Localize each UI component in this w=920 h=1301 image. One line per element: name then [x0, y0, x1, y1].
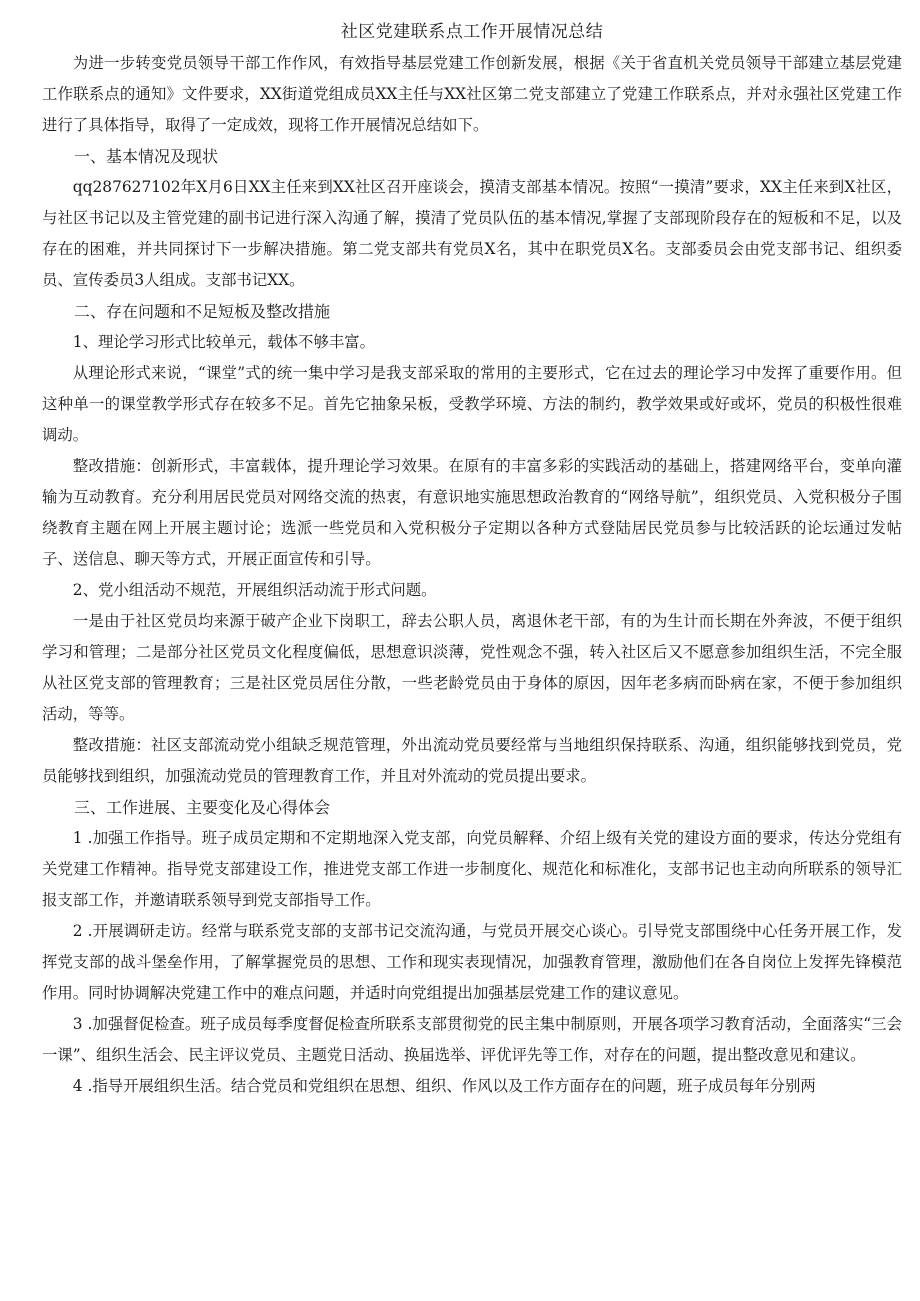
document-title: 社区党建联系点工作开展情况总结: [340, 22, 604, 42]
section-3-paragraph-2: 2 .开展调研走访。经常与联系党支部的支部书记交流沟通，与党员开展交心谈心。引导党支部围绕中心任务开展工作，发挥党支部的战斗堡垒作用，了解掌握党员的思想、工作和现实表现情况，加强教育管理，激励他们在各自岗位上发挥先锋模范作用。同时协调解决党建工作中的难点问题，并适时向党组提出加强基层党建工作的建议意见。: [42, 922, 902, 1002]
section-2-item-1-body: 从理论形式来说，“课堂”式的统一集中学习是我支部采取的常用的主要形式，它在过去的理论学习中发挥了重要作用。但这种单一的课堂教学形式存在较多不足。首先它抽象呆板，受教学环境、方法的制约，教学效果或好或坏，党员的积极性很难调动。: [42, 364, 902, 444]
document-page: [42, 18, 902, 1102]
section-1-body: qq287627102年X月6日XX主任来到XX社区召开座谈会，摸清支部基本情况。按照“一摸清”要求，XX主任来到X社区，与社区书记以及主管党建的副书记进行深入沟通了解，摸清了党员队伍的基本情况,掌握了支部现阶段存在的短板和不足，以及存在的困难，并共同探讨下一步解决措施。第二党支部共有党员X名，其中在职党员X名。支部委员会由党支部书记、组织委员、宣传委员3人组成。支部书记XX。: [42, 178, 902, 289]
section-3-paragraph-3: 3 .加强督促检查。班子成员每季度督促检查所联系支部贯彻党的民主集中制原则，开展各项学习教育活动，全面落实“三会一课”、组织生活会、民主评议党员、主题党日活动、换届选举、评优评先等工作，对存在的问题，提出整改意见和建议。: [42, 1015, 902, 1064]
section-2-item-2-fix: 整改措施：社区支部流动党小组缺乏规范管理，外出流动党员要经常与当地组织保持联系、沟通，组织能够找到党员，党员能够找到组织，加强流动党员的管理教育工作，并且对外流动的党员提出要求。: [42, 736, 902, 785]
section-2-heading: 二、存在问题和不足短板及整改措施: [74, 302, 331, 321]
section-2-item-2-body: 一是由于社区党员均来源于破产企业下岗职工，辞去公职人员，离退休老干部，有的为生计而长期在外奔波，不便于组织学习和管理；二是部分社区党员文化程度偏低，思想意识淡薄，党性观念不强，转入社区后又不愿意参加组织生活，不完全服从社区党支部的管理教育；三是社区党员居住分散，一些老龄党员由于身体的原因，因年老多病而卧病在家，不便于参加组织活动，等等。: [42, 612, 902, 723]
section-3-heading: 三、工作进展、主要变化及心得体会: [74, 798, 331, 817]
section-3-paragraph-4: 4 .指导开展组织生活。结合党员和党组织在思想、组织、作风以及工作方面存在的问题，班子成员每年分别两: [72, 1077, 816, 1095]
section-2-item-1-fix: 整改措施：创新形式，丰富载体，提升理论学习效果。在原有的丰富多彩的实践活动的基础上，搭建网络平台，变单向灌输为互动教育。充分利用居民党员对网络交流的热衷，有意识地实施思想政治教育的“网络导航”，组织党员、入党积极分子围绕教育主题在网上开展主题讨论；选派一些党员和入党积极分子定期以各种方式登陆居民党员参与比较活跃的论坛通过发帖子、送信息、聊天等方式，开展正面宣传和引导。: [42, 457, 902, 568]
section-2-item-2-title: 2、党小组活动不规范，开展组织活动流于形式问题。: [72, 581, 437, 599]
intro-paragraph: 为进一步转变党员领导干部工作作风，有效指导基层党建工作创新发展，根据《关于省直机关党员领导干部建立基层党建工作联系点的通知》文件要求，XX街道党组成员XX主任与XX社区第二党支部建立了党建工作联系点，并对永强社区党建工作进行了具体指导，取得了一定成效，现将工作开展情况总结如下。: [42, 54, 902, 134]
section-3-paragraph-1: 1 .加强工作指导。班子成员定期和不定期地深入党支部，向党员解释、介绍上级有关党的建设方面的要求，传达分党组有关党建工作精神。指导党支部建设工作，推进党支部工作进一步制度化、规范化和标准化，支部书记也主动向所联系的领导汇报支部工作，并邀请联系领导到党支部指导工作。: [42, 829, 902, 909]
section-1-heading: 一、基本情况及现状: [74, 147, 219, 166]
section-2-item-1-title: 1、理论学习形式比较单元，载体不够丰富。: [72, 333, 376, 351]
